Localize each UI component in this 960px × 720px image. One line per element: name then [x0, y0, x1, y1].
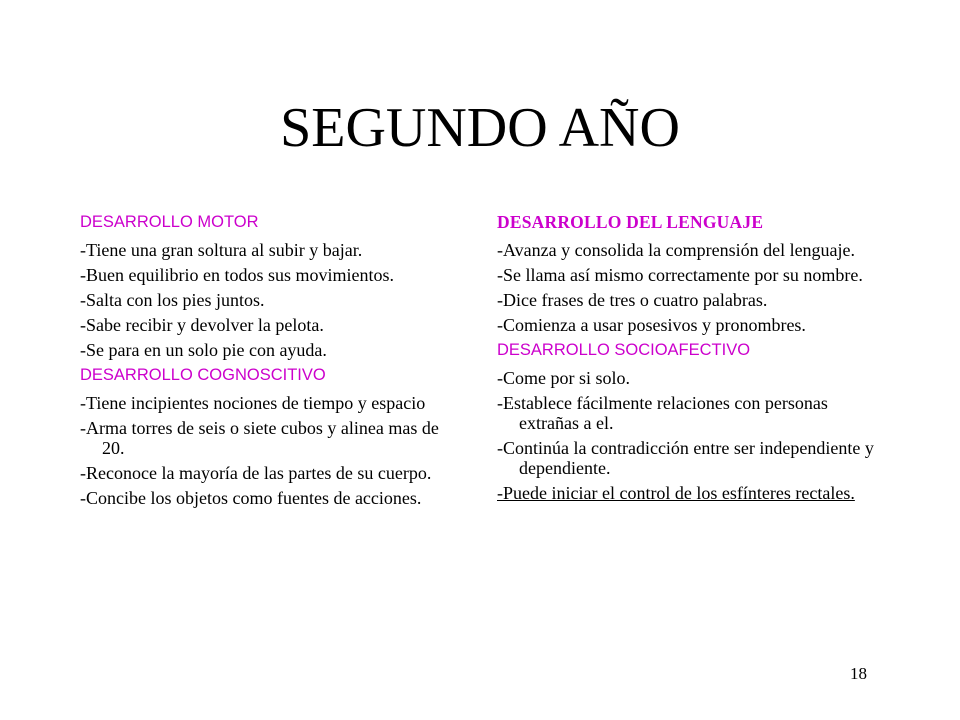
list-item: -Arma torres de seis o siete cubos y alinea mas de 20. — [80, 418, 439, 458]
list-item: -Sabe recibir y devolver la pelota. — [80, 315, 324, 335]
list-item: -Reconoce la mayoría de las partes de su cuerpo. — [80, 463, 432, 483]
list-item: -Se llama así mismo correctamente por su nombre. — [497, 265, 863, 285]
list-item: -Come por si solo. — [497, 368, 630, 388]
list-item: -Comienza a usar posesivos y pronombres. — [497, 315, 806, 335]
list-item: -Puede iniciar el control de los esfínteres rectales. — [497, 483, 855, 503]
socioaffective-development-heading: DESARROLLO SOCIOAFECTIVO — [497, 341, 751, 359]
cognitive-development-heading: DESARROLLO COGNOSCITIVO — [80, 366, 326, 384]
list-item: -Salta con los pies juntos. — [80, 290, 265, 310]
list-item: -Tiene incipientes nociones de tiempo y espacio — [80, 393, 426, 413]
list-item: -Concibe los objetos como fuentes de acciones. — [80, 488, 422, 508]
left-column — [80, 207, 465, 508]
right-column — [497, 207, 882, 503]
list-item: -Continúa la contradicción entre ser independiente y dependiente. — [497, 438, 874, 478]
list-item: -Tiene una gran soltura al subir y bajar. — [80, 240, 363, 260]
list-item: -Establece fácilmente relaciones con personas extrañas a el. — [497, 393, 828, 433]
list-item: -Se para en un solo pie con ayuda. — [80, 340, 327, 360]
list-item: -Dice frases de tres o cuatro palabras. — [497, 290, 768, 310]
list-item: -Buen equilibrio en todos sus movimientos. — [80, 265, 394, 285]
language-development-heading: DESARROLLO DEL LENGUAJE — [497, 212, 764, 232]
motor-development-heading: DESARROLLO MOTOR — [80, 213, 259, 231]
page-number: 18 — [850, 664, 867, 683]
slide-title: SEGUNDO AÑO — [280, 97, 680, 159]
list-item: -Avanza y consolida la comprensión del lenguaje. — [497, 240, 856, 260]
